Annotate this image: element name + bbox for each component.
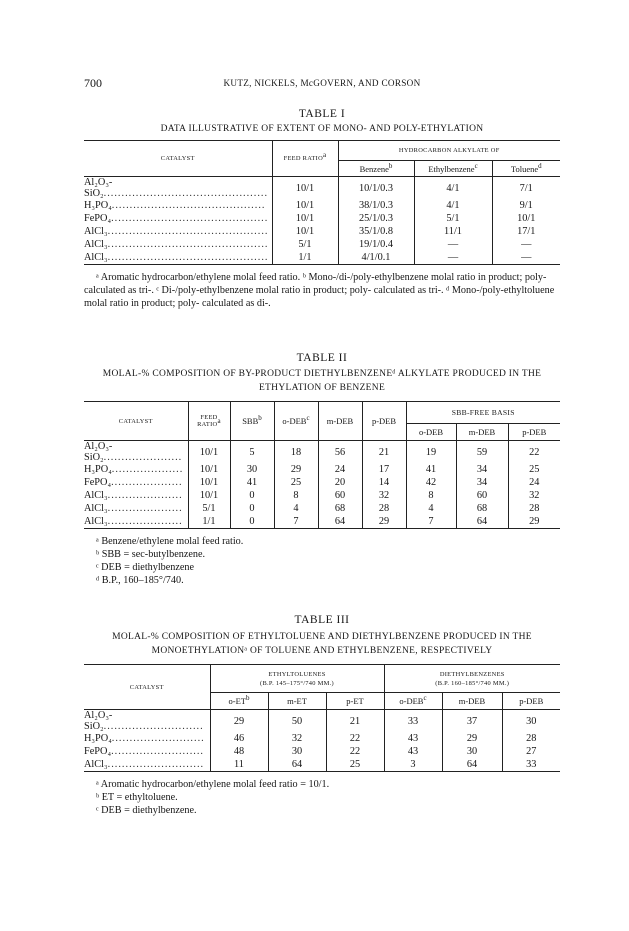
- value-cell: 5/1: [414, 212, 492, 225]
- value-cell: 0: [230, 515, 274, 528]
- value-cell: 1/1: [272, 251, 338, 264]
- value-cell: 10/1: [188, 463, 230, 476]
- value-cell: 24: [508, 476, 560, 489]
- value-cell: 29: [362, 515, 406, 528]
- value-cell: —: [414, 238, 492, 251]
- catalyst-cell: FePO₄..........................: [84, 746, 204, 757]
- t1-head-group: HYDROCARBON ALKYLATE OF: [338, 141, 560, 161]
- value-cell: 30: [442, 745, 502, 758]
- value-cell: 50: [268, 710, 326, 733]
- table-2-caption-line2: ETHYLATION OF BENZENE: [258, 383, 386, 393]
- catalyst-cell: H₃PO₄..........................: [84, 733, 205, 744]
- table-row: [84, 710, 560, 733]
- value-cell: 34: [456, 476, 508, 489]
- t2-head-free-mdeb: m-DEB: [456, 424, 508, 441]
- value-cell: 56: [318, 441, 362, 464]
- value-cell: 7: [406, 515, 456, 528]
- catalyst-cell: AlCl₃.............................................: [84, 239, 269, 250]
- t1-head-feed: FEED RATIO$^a$: [272, 141, 338, 177]
- table-row: [84, 476, 560, 489]
- catalyst-cell: AlCl₃...........................: [84, 758, 205, 770]
- t2-head-sbb: SBB$^b$: [230, 402, 274, 441]
- t3-footnote: ᵇ ET = ethyltoluene.: [96, 791, 178, 803]
- value-cell: 20: [318, 476, 362, 489]
- t1-head-toluene: Toluene$^d$: [492, 161, 560, 177]
- table-row: [84, 441, 560, 464]
- catalyst-cell: Al₂O₃-SiO₂..............................................: [84, 177, 269, 199]
- table-row: [84, 199, 560, 212]
- value-cell: 60: [456, 489, 508, 502]
- value-cell: 10/1: [272, 212, 338, 225]
- t3-head-oet: $o-ET^b$: [210, 693, 268, 710]
- catalyst-cell: Al₂O₃-SiO₂............................: [84, 710, 204, 732]
- catalyst-cell: AlCl₃.............................................: [84, 226, 269, 237]
- value-cell: 29: [508, 515, 560, 528]
- value-cell: 4/1/0.1: [338, 251, 414, 264]
- t3-head-mdeb: m-DEB: [442, 693, 502, 710]
- t2-head-pdeb: p-DEB: [362, 402, 406, 441]
- table-1-block: [84, 108, 560, 310]
- value-cell: 10/1: [188, 441, 230, 464]
- value-cell: 28: [362, 502, 406, 515]
- value-cell: 24: [318, 463, 362, 476]
- table-2-footnotes: [84, 535, 560, 587]
- value-cell: 10/1: [272, 177, 338, 200]
- value-cell: 5/1: [188, 502, 230, 515]
- table-3-caption-line2: MONOETHYLATIONᵃ OF TOLUENE AND ETHYLBENZENE, RESPECTIVELY: [151, 646, 493, 656]
- table-3: [84, 664, 560, 772]
- value-cell: 25: [326, 758, 384, 771]
- t2-footnote: ᵃ Benzene/ethylene molal feed ratio.: [96, 535, 244, 547]
- value-cell: 42: [406, 476, 456, 489]
- value-cell: 19: [406, 441, 456, 464]
- value-cell: 3: [384, 758, 442, 771]
- value-cell: 30: [268, 745, 326, 758]
- table-3-caption-line1: MOLAL-% COMPOSITION OF ETHYLTOLUENE AND DIETHYLBENZENE PRODUCED IN THE: [112, 632, 532, 642]
- value-cell: 0: [230, 489, 274, 502]
- value-cell: 17: [362, 463, 406, 476]
- t1-head-ethylbenzene: Ethylbenzene$^c$: [414, 161, 492, 177]
- value-cell: 10/1: [272, 199, 338, 212]
- value-cell: 64: [442, 758, 502, 771]
- t3-footnote: ᵃ Aromatic hydrocarbon/ethylene molal feed ratio = 10/1.: [96, 778, 330, 790]
- t3-footnote: ᶜ DEB = diethylbenzene.: [96, 804, 197, 816]
- catalyst-cell: AlCl₃.....................: [84, 515, 183, 527]
- value-cell: 7/1: [492, 177, 560, 200]
- value-cell: 18: [274, 441, 318, 464]
- catalyst-cell: Al₂O₃-SiO₂......................: [84, 441, 183, 463]
- table-row: [84, 502, 560, 515]
- value-cell: 64: [268, 758, 326, 771]
- table-row: [84, 515, 560, 528]
- value-cell: 25: [508, 463, 560, 476]
- value-cell: 43: [384, 732, 442, 745]
- value-cell: 4/1: [414, 199, 492, 212]
- value-cell: 25: [274, 476, 318, 489]
- value-cell: 34: [456, 463, 508, 476]
- t3-head-catalyst: CATALYST: [84, 665, 210, 710]
- t2-head-feed: FEED RATIO$^a$: [188, 402, 230, 441]
- value-cell: 37: [442, 710, 502, 733]
- value-cell: 28: [502, 732, 560, 745]
- value-cell: 29: [210, 710, 268, 733]
- value-cell: 9/1: [492, 199, 560, 212]
- value-cell: 64: [318, 515, 362, 528]
- value-cell: 8: [406, 489, 456, 502]
- page-number: 700: [84, 76, 102, 90]
- value-cell: 10/1: [188, 489, 230, 502]
- value-cell: 30: [502, 710, 560, 733]
- catalyst-cell: AlCl₃.............................................: [84, 251, 269, 263]
- table-row: [84, 177, 560, 200]
- table-2-title: TABLE II: [296, 352, 348, 364]
- value-cell: 48: [210, 745, 268, 758]
- value-cell: 32: [508, 489, 560, 502]
- t3-head-diethylbenzenes: DIETHYLBENZENES (B.P. 160–185°/740 MM.): [384, 665, 560, 693]
- t2-head-free-pdeb: p-DEB: [508, 424, 560, 441]
- value-cell: —: [492, 251, 560, 264]
- catalyst-cell: FePO₄............................................: [84, 213, 269, 224]
- value-cell: 21: [362, 441, 406, 464]
- value-cell: 10/1: [492, 212, 560, 225]
- value-cell: 4/1: [414, 177, 492, 200]
- catalyst-cell: FePO₄....................: [84, 477, 183, 488]
- value-cell: 60: [318, 489, 362, 502]
- t3-head-pet: p-ET: [326, 693, 384, 710]
- value-cell: 17/1: [492, 225, 560, 238]
- table-row: [84, 225, 560, 238]
- table-2-caption-line1: MOLAL-% COMPOSITION OF BY-PRODUCT DIETHYLBENZENEᵈ ALKYLATE PRODUCED IN THE: [102, 369, 542, 379]
- value-cell: 33: [384, 710, 442, 733]
- catalyst-cell: H₃PO₄...........................................: [84, 200, 266, 211]
- table-2-block: [84, 352, 560, 587]
- value-cell: 7: [274, 515, 318, 528]
- table-row: [84, 489, 560, 502]
- value-cell: 59: [456, 441, 508, 464]
- table-3-footnotes: [84, 778, 560, 817]
- table-row: [84, 732, 560, 745]
- t2-head-group: SBB-FREE BASIS: [406, 402, 560, 424]
- running-title: KUTZ, NICKELS, McGOVERN, AND CORSON: [223, 78, 421, 88]
- t2-footnote: ᵈ B.P., 160–185°/740.: [96, 574, 184, 586]
- catalyst-cell: AlCl₃.....................: [84, 490, 183, 501]
- t2-footnote: ᶜ DEB = diethylbenzene: [96, 561, 195, 573]
- value-cell: 43: [384, 745, 442, 758]
- value-cell: 29: [442, 732, 502, 745]
- table-1-title: TABLE I: [298, 108, 346, 120]
- value-cell: 68: [456, 502, 508, 515]
- value-cell: 32: [268, 732, 326, 745]
- value-cell: 33: [502, 758, 560, 771]
- value-cell: 4: [274, 502, 318, 515]
- value-cell: 14: [362, 476, 406, 489]
- value-cell: 10/1: [272, 225, 338, 238]
- table-1-caption: DATA ILLUSTRATIVE OF EXTENT OF MONO- AND POLY-ETHYLATION: [160, 124, 484, 134]
- running-header: [84, 76, 560, 92]
- value-cell: 21: [326, 710, 384, 733]
- value-cell: 38/1/0.3: [338, 199, 414, 212]
- table-1-footnote: ᵃ Aromatic hydrocarbon/ethylene molal feed ratio. ᵇ Mono-/di-/poly-ethylbenzene molal ratio in product; poly- calculated as tri-. ᶜ Di-/poly-ethylbenzene molal ratio in product; poly- calculated as tri-. ᵈ Mono-/poly-ethyltoluene molal ratio in product; poly- calculated as di-.: [84, 271, 555, 309]
- table-row: [84, 745, 560, 758]
- value-cell: 8: [274, 489, 318, 502]
- value-cell: 22: [508, 441, 560, 464]
- t3-head-pdeb: p-DEB: [502, 693, 560, 710]
- table-row: [84, 463, 560, 476]
- table-row: [84, 238, 560, 251]
- value-cell: 25/1/0.3: [338, 212, 414, 225]
- t2-head-mdeb: m-DEB: [318, 402, 362, 441]
- value-cell: 64: [456, 515, 508, 528]
- table-row: [84, 212, 560, 225]
- value-cell: —: [414, 251, 492, 264]
- value-cell: 35/1/0.8: [338, 225, 414, 238]
- value-cell: 10/1/0.3: [338, 177, 414, 200]
- t2-footnote: ᵇ SBB = sec-butylbenzene.: [96, 548, 206, 560]
- value-cell: 27: [502, 745, 560, 758]
- value-cell: 10/1: [188, 476, 230, 489]
- value-cell: 41: [230, 476, 274, 489]
- value-cell: 22: [326, 732, 384, 745]
- t1-head-benzene: Benzene$^b$: [338, 161, 414, 177]
- value-cell: 4: [406, 502, 456, 515]
- value-cell: —: [492, 238, 560, 251]
- t3-head-met: m-ET: [268, 693, 326, 710]
- value-cell: 1/1: [188, 515, 230, 528]
- t2-head-catalyst: CATALYST: [84, 402, 188, 441]
- table-row: [84, 758, 560, 771]
- table-3-block: [84, 614, 560, 817]
- value-cell: 41: [406, 463, 456, 476]
- value-cell: 5: [230, 441, 274, 464]
- t2-head-odeb: o-DEB$^c$: [274, 402, 318, 441]
- table-3-title: TABLE III: [294, 614, 350, 626]
- value-cell: 0: [230, 502, 274, 515]
- value-cell: 28: [508, 502, 560, 515]
- table-row: [84, 251, 560, 264]
- value-cell: 11: [210, 758, 268, 771]
- value-cell: 32: [362, 489, 406, 502]
- t1-head-catalyst: CATALYST: [84, 141, 272, 177]
- value-cell: 11/1: [414, 225, 492, 238]
- t3-head-odeb: o-DEB$^c$: [384, 693, 442, 710]
- t3-head-ethyltoluenes: ETHYLTOLUENES (B.P. 145–175°/740 MM.): [210, 665, 384, 693]
- value-cell: 46: [210, 732, 268, 745]
- value-cell: 5/1: [272, 238, 338, 251]
- value-cell: 22: [326, 745, 384, 758]
- catalyst-cell: AlCl₃.....................: [84, 503, 183, 514]
- table-1: [84, 140, 560, 265]
- catalyst-cell: H₃PO₄....................: [84, 464, 184, 475]
- t2-head-free-odeb: o-DEB: [406, 424, 456, 441]
- table-2: [84, 401, 560, 529]
- value-cell: 68: [318, 502, 362, 515]
- value-cell: 30: [230, 463, 274, 476]
- value-cell: 29: [274, 463, 318, 476]
- value-cell: 19/1/0.4: [338, 238, 414, 251]
